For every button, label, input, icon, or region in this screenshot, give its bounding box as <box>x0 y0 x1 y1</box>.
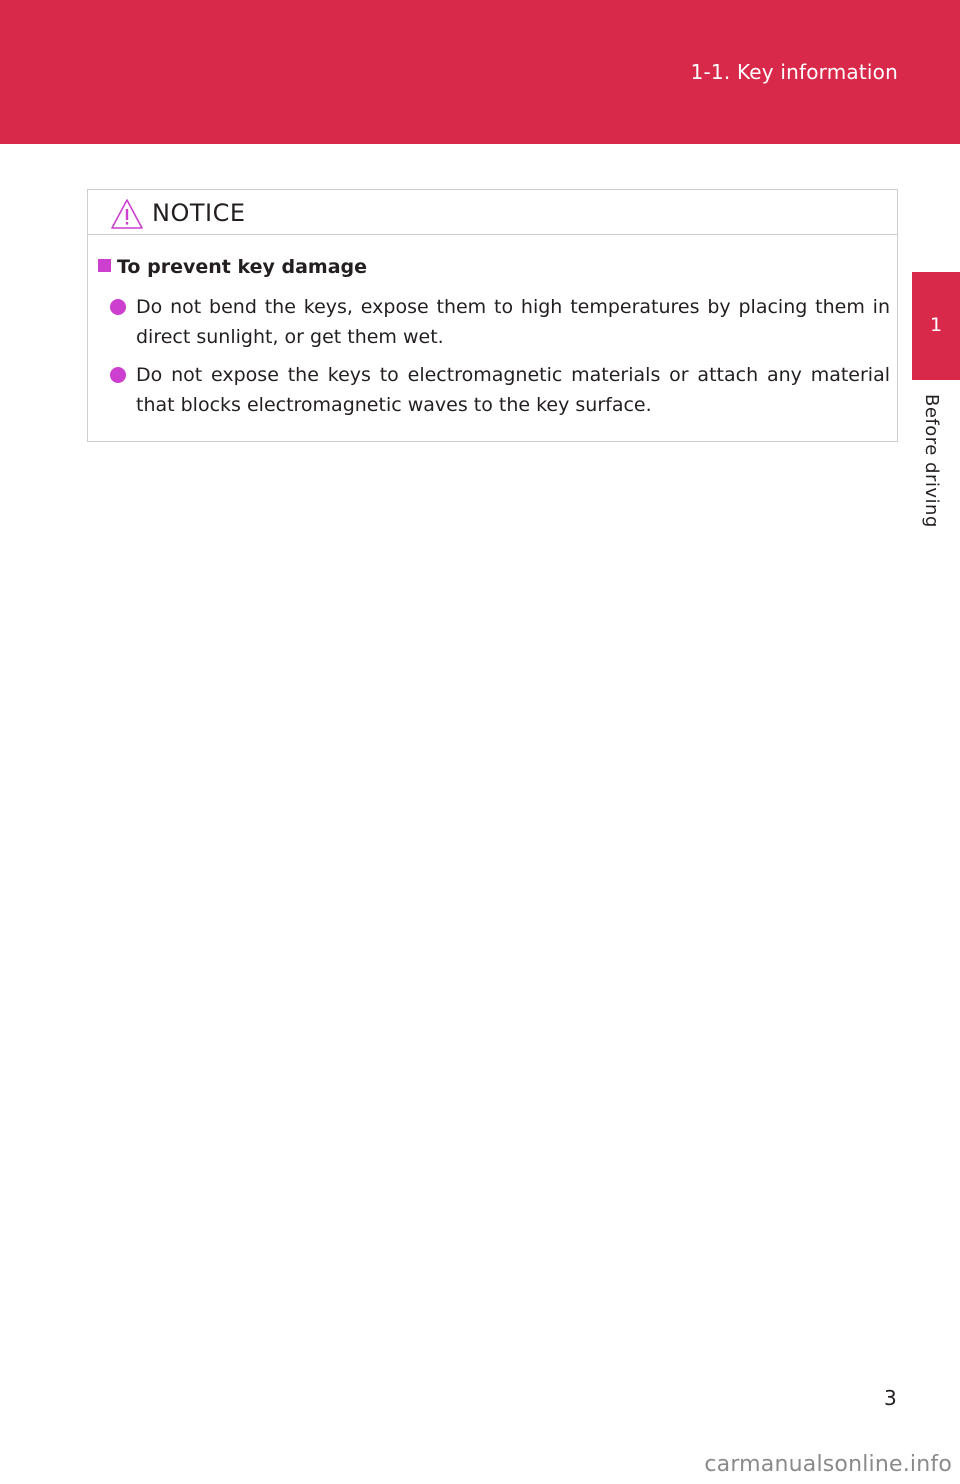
notice-header <box>88 190 897 235</box>
header-band <box>0 0 960 144</box>
warning-triangle-icon <box>110 198 144 230</box>
watermark: carmanualsonline.info <box>704 1452 952 1477</box>
notice-title: NOTICE <box>152 199 246 227</box>
page-number: 3 <box>884 1386 897 1410</box>
section-heading <box>98 256 367 278</box>
square-bullet-icon <box>98 259 111 272</box>
section-heading-text: To prevent key damage <box>117 256 367 278</box>
chapter-tab[interactable] <box>912 272 960 380</box>
chapter-number: 1 <box>929 314 943 336</box>
dot-bullet-icon <box>110 367 126 383</box>
chapter-label: Before driving <box>921 394 942 528</box>
notice-box <box>87 189 898 442</box>
list-item <box>110 292 890 352</box>
list-item-text: Do not bend the keys, expose them to high temperatures by placing them in direct sunlight, or get them wet. <box>136 296 890 348</box>
section-title: 1-1. Key information <box>690 60 898 84</box>
list-item <box>110 360 890 420</box>
list-item-text: Do not expose the keys to electromagnetic materials or attach any material that blocks electromagnetic waves to the key surface. <box>136 364 890 416</box>
dot-bullet-icon <box>110 299 126 315</box>
